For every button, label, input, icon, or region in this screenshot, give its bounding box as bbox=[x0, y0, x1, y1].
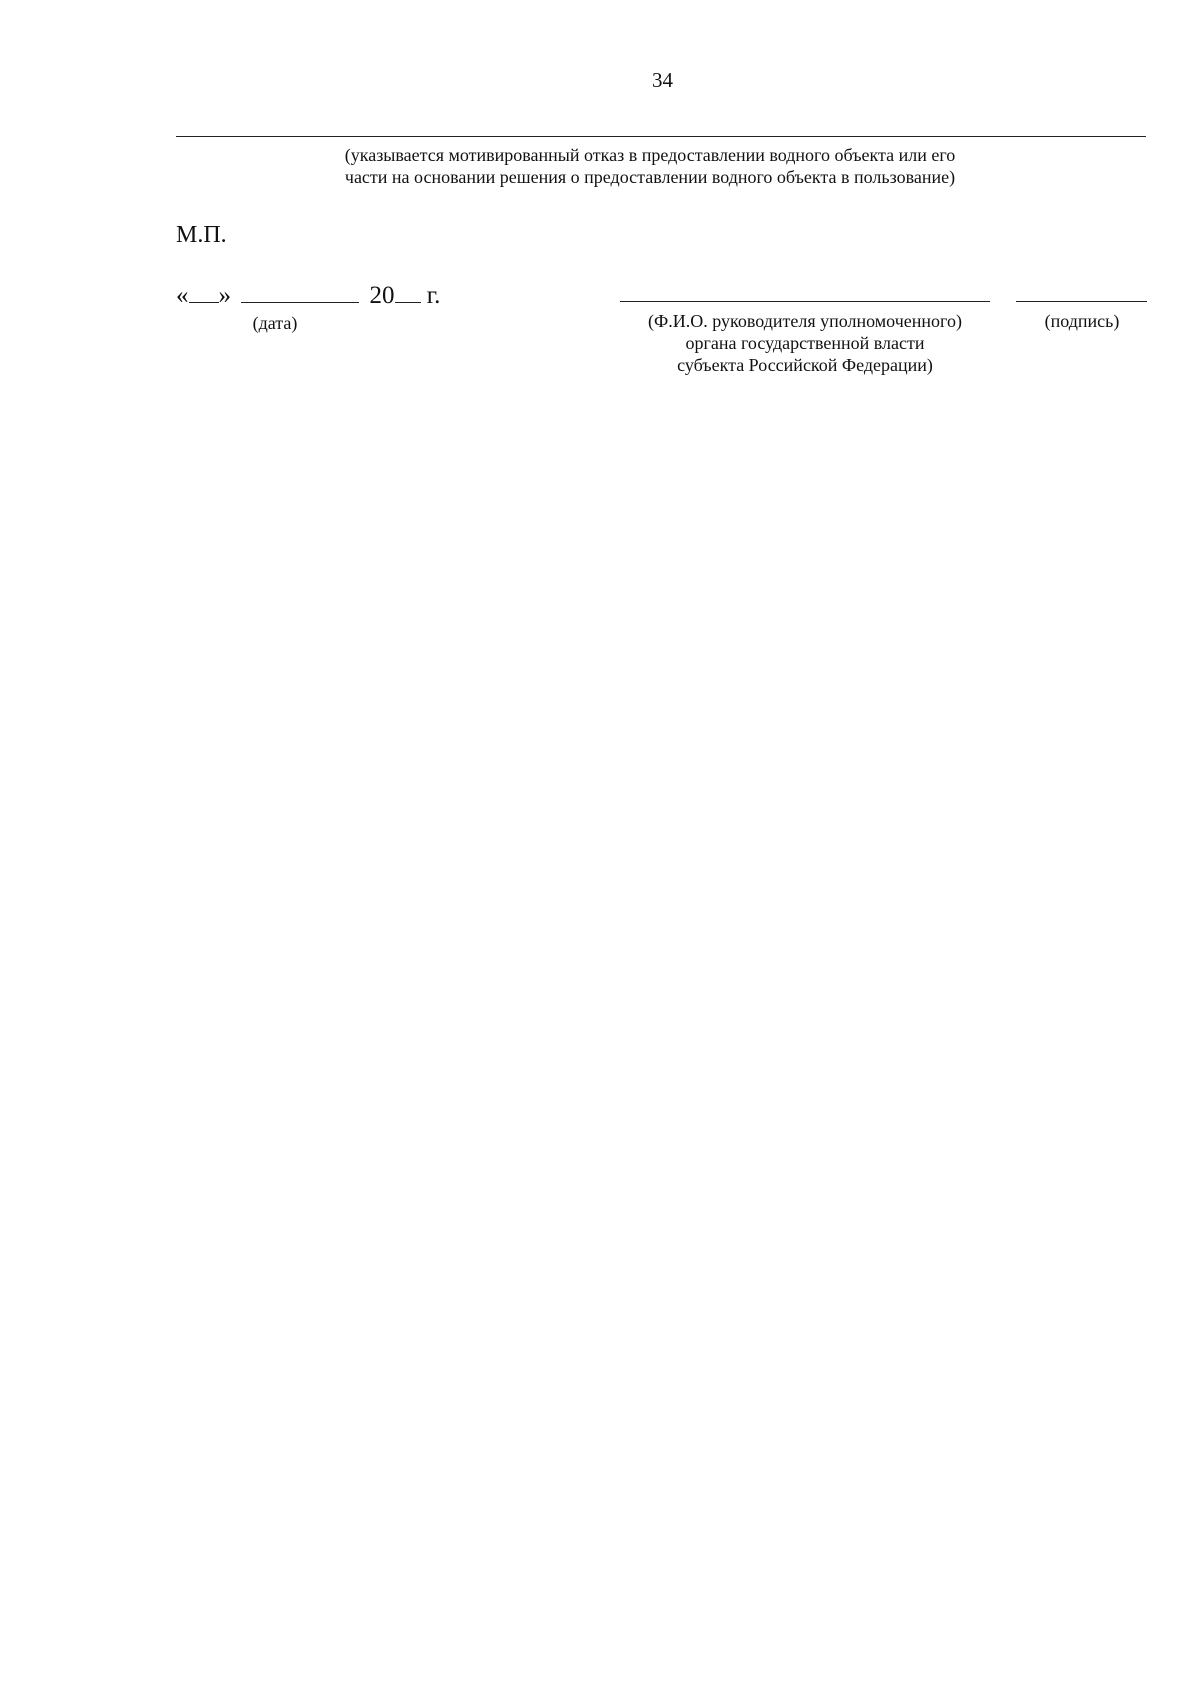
date-close-quote: » bbox=[218, 282, 231, 309]
refusal-note bbox=[290, 144, 1010, 188]
official-caption-line-1: (Ф.И.О. руководителя уполномоченного) bbox=[648, 311, 962, 331]
refusal-text-line bbox=[176, 136, 1146, 137]
stamp-label: М.П. bbox=[176, 222, 227, 248]
official-caption-line-2: органа государственной власти bbox=[685, 333, 925, 353]
refusal-note-line-1: (указывается мотивированный отказ в предоставлении водного объекта или его bbox=[344, 145, 956, 165]
day-blank bbox=[189, 282, 219, 303]
page-number: 34 bbox=[652, 68, 673, 92]
official-caption-line-3: субъекта Российской Федерации) bbox=[677, 355, 933, 375]
year-suffix: г. bbox=[426, 282, 441, 309]
refusal-note-line-2: части на основании решения о предоставлении водного объекта в пользование) bbox=[344, 167, 956, 187]
date-caption: (дата) bbox=[252, 313, 298, 333]
date-open-quote: « bbox=[176, 282, 189, 309]
official-name-line bbox=[620, 301, 990, 302]
date-field bbox=[176, 282, 440, 310]
official-caption bbox=[614, 310, 996, 376]
year-blank bbox=[395, 282, 421, 303]
year-prefix: 20 bbox=[369, 282, 395, 309]
signature-line bbox=[1016, 301, 1147, 302]
month-blank bbox=[241, 282, 359, 303]
signature-caption: (подпись) bbox=[1044, 311, 1120, 331]
